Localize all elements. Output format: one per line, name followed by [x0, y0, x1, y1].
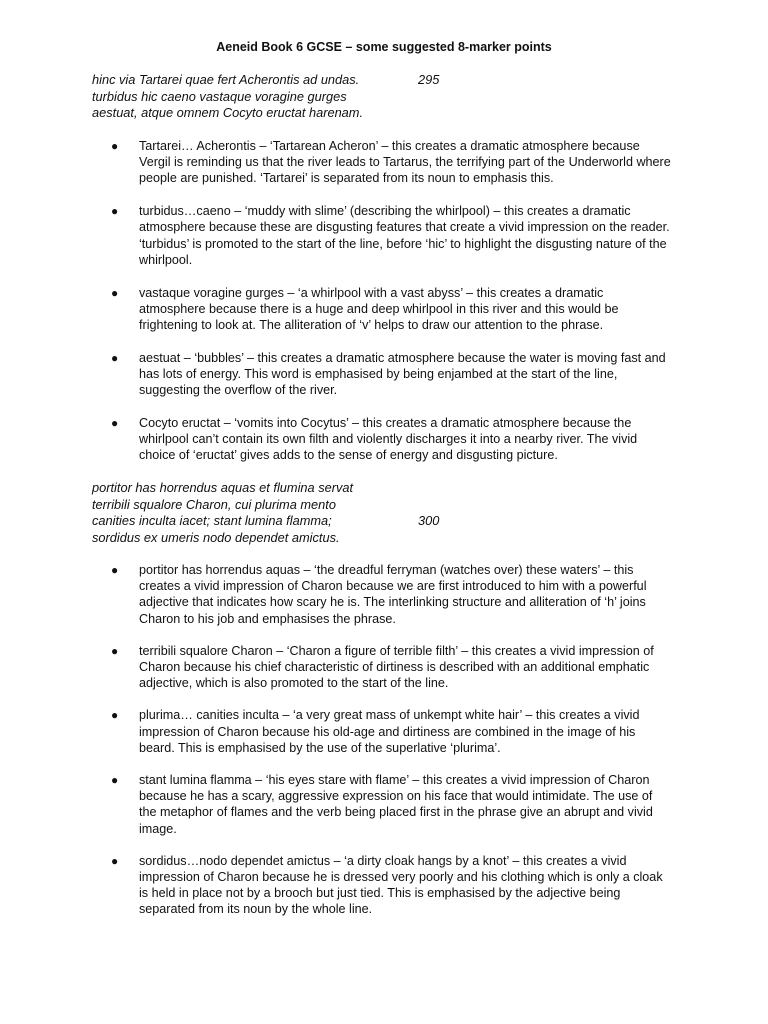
- latin-line: [92, 72, 512, 89]
- latin-line: [92, 530, 512, 547]
- list-item: [111, 772, 671, 837]
- list-item: [111, 562, 671, 627]
- latin-line: [92, 497, 512, 514]
- bullet-icon: ●: [111, 204, 119, 219]
- latin-line-text: terribili squalore Charon, cui plurima mento: [92, 496, 336, 512]
- latin-line-text: aestuat, atque omnem Cocyto eructat harenam.: [92, 105, 364, 120]
- latin-line-text: hinc via Tartarei quae fert Acherontis ad undas.: [92, 72, 360, 87]
- latin-line: [92, 105, 512, 122]
- list-item: [111, 643, 671, 692]
- point-text: turbidus…caeno – ‘muddy with slime’ (describing the whirlpool) – this creates a dramatic atmosphere because these are disgusting features that create a vivid impression on the reader. ‘turbidus’ is promoted to the start of the line, before ‘hic’ to highlight the disgusting nature of the whirlpool.: [139, 204, 670, 267]
- latin-passage-1: [92, 72, 512, 122]
- list-item: [111, 853, 671, 918]
- points-list-2: [111, 562, 671, 934]
- point-text: Cocyto eructat – ‘vomits into Cocytus’ – this creates a dramatic atmosphere because the whirlpool can’t contain its own filth and violently discharges it into a nearby river. The vivid choice of ‘eructat’ gives adds to the sense of energy and disgusting picture.: [139, 416, 638, 463]
- list-item: [111, 415, 671, 464]
- bullet-icon: ●: [111, 853, 119, 868]
- latin-line: [92, 89, 512, 106]
- list-item: [111, 138, 671, 187]
- bullet-icon: ●: [111, 643, 119, 658]
- point-text: aestuat – ‘bubbles’ – this creates a dramatic atmosphere because the water is moving fast and has lots of energy. This word is emphasised by being enjambed at the start of the line, suggesting the overflow of the river.: [139, 350, 666, 398]
- point-text: stant lumina flamma – ‘his eyes stare with flame’ – this creates a vivid impression of Charon because he has a scary, aggressive expression on his face that would intimidate. The use of the metaphor of flames and the verb being placed first in the phrase give an abrupt and vivid image.: [139, 773, 653, 836]
- list-item: [111, 203, 671, 268]
- bullet-icon: ●: [111, 416, 119, 431]
- page-title: Aeneid Book 6 GCSE – some suggested 8-marker points: [216, 40, 552, 54]
- list-item: [111, 707, 671, 756]
- point-text: vastaque voragine gurges – ‘a whirlpool with a vast abyss’ – this creates a dramatic atmosphere because there is a huge and deep whirlpool in this river and this would be frightening to look at. The alliteration of ‘v’ helps to draw our attention to the phrase.: [139, 285, 619, 333]
- line-number: 295: [418, 72, 440, 87]
- point-text: terribili squalore Charon – ‘Charon a figure of terrible filth’ – this creates a vivid impression of Charon because his chief characteristic of dirtiness is described with an additional emphatic adjective, which is also promoted to the start of the line.: [139, 643, 654, 691]
- bullet-icon: ●: [111, 139, 119, 153]
- latin-line: [92, 513, 512, 530]
- latin-line: [92, 480, 512, 497]
- latin-passage-2: [92, 480, 512, 546]
- latin-line-text: turbidus hic caeno vastaque voragine gurges: [92, 88, 347, 104]
- bullet-icon: ●: [111, 563, 119, 577]
- point-text: plurima… canities inculta – ‘a very great mass of unkempt white hair’ – this creates a vivid impression of Charon because his old-age and dirtiness are combined in the image of his beard. This is emphasised by the use of the superlative ‘plurima’.: [139, 708, 640, 755]
- point-text: Tartarei… Acherontis – ‘Tartarean Acheron’ – this creates a dramatic atmosphere because Vergil is reminding us that the river leads to Tartarus, the terrifying part of the Underworld where people are punished. ‘Tartarei’ is separated from its noun to emphasis this.: [139, 139, 671, 186]
- latin-line-text: portitor has horrendus aquas et flumina servat: [92, 480, 354, 495]
- list-item: [111, 285, 671, 334]
- bullet-icon: ●: [111, 285, 119, 300]
- point-text: portitor has horrendus aquas – ‘the dreadful ferryman (watches over) these waters’ – this creates a vivid impression of Charon because we are first introduced to him with a powerful adjective that indicates how scary he is. The interlinking structure and alliteration of ‘h’ joins Charon to his job and emphasises the phrase.: [139, 563, 647, 626]
- bullet-icon: ●: [111, 773, 119, 788]
- bullet-icon: ●: [111, 350, 119, 365]
- line-number: 300: [418, 513, 440, 528]
- bullet-icon: ●: [111, 708, 119, 723]
- points-list-1: [111, 138, 671, 480]
- point-text: sordidus…nodo dependet amictus – ‘a dirty cloak hangs by a knot’ – this creates a vivid impression of Charon because he is dressed very poorly and his clothing which is only a cloak is held in place not by a brooch but just tied. This is emphasised by the adjective being separated from its noun by the whole line.: [139, 853, 663, 917]
- latin-line-text: canities inculta iacet; stant lumina flamma;: [92, 513, 332, 528]
- list-item: [111, 350, 671, 399]
- latin-line-text: sordidus ex umeris nodo dependet amictus.: [92, 529, 340, 545]
